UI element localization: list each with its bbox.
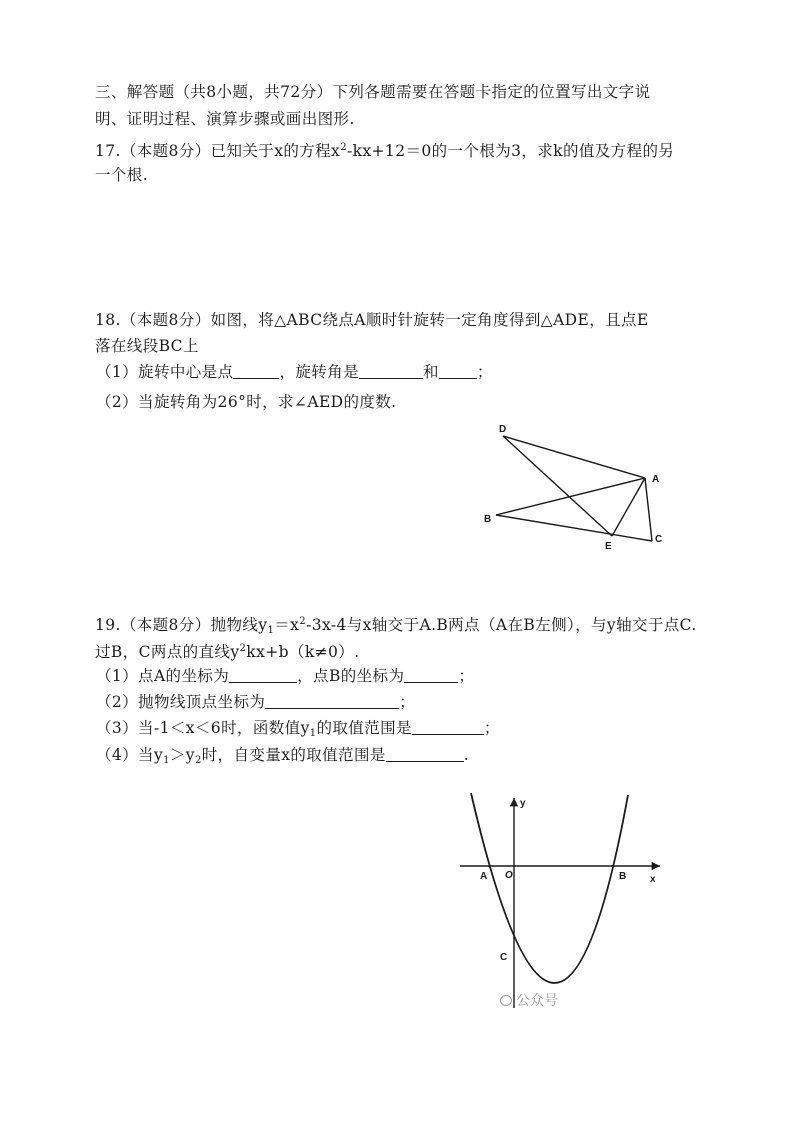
q19-blank-A[interactable] [229, 668, 297, 683]
q19-line1 [95, 612, 697, 641]
q19-line2 [95, 639, 360, 662]
q19-part3-label-b: 的取值范围是 [316, 719, 412, 737]
q19-exponent: 2 [299, 616, 307, 627]
q17-text-b: -kx+12＝0的一个根为3，求k的值及方程的另 [346, 142, 675, 160]
q19-part4-label: （4）当y [96, 746, 164, 764]
label-E: E [605, 541, 612, 552]
q19-part2 [96, 692, 415, 712]
q19-part1 [96, 666, 474, 686]
q19-part2-label: （2）抛物线顶点坐标为 [96, 693, 266, 711]
segment-DE [503, 436, 612, 536]
q19-sub-1: 1 [267, 625, 275, 636]
q17-exponent: 2 [340, 142, 347, 153]
q18-part1-label: （1）旋转中心是点 [96, 363, 234, 381]
section-heading-line2: 明、证明过程、演算步骤或画出图形. [95, 110, 355, 128]
q19-part4-sub2: 2 [194, 755, 202, 766]
q19-part4-sub1: 1 [163, 755, 170, 766]
q18-part1-end: ； [476, 363, 493, 381]
q19-text-b: ＝x [274, 616, 300, 634]
q18-line2: 落在线段BC上 [95, 337, 199, 355]
q17-line2: 一个根. [95, 166, 149, 184]
watermark [500, 990, 558, 1010]
q18-blank-center[interactable] [233, 364, 279, 379]
q18-part1-angle-label: ，旋转角是 [279, 363, 359, 381]
segment-AE [612, 478, 645, 536]
q19-part3 [96, 718, 500, 744]
q19-part3-label: （3）当-1＜x＜6时，函数值y [96, 719, 310, 737]
q19-line2-sup: 2 [239, 643, 247, 654]
label-parabola-A: A [480, 871, 488, 882]
label-parabola-C: C [500, 952, 508, 963]
segment-AC [645, 478, 652, 541]
q19-part1-B-label: ，点B的坐标为 [297, 667, 405, 685]
q19-text-c: -3x-4与x轴交于A.B两点（A在B左侧），与y轴交于点C. [306, 616, 697, 634]
parabola-curve [471, 793, 628, 983]
q19-part4-gt: ＞y [169, 746, 195, 764]
label-A: A [652, 474, 660, 485]
q19-part2-end: ； [399, 693, 416, 711]
q19-part1-label: （1）点A的坐标为 [96, 667, 230, 685]
q17-text-a: 17.（本题8分）已知关于x的方程x [95, 142, 341, 160]
q19-blank-x-range[interactable] [386, 747, 464, 762]
q19-part1-end: ； [458, 667, 475, 685]
q18-blank-angle1[interactable] [359, 364, 423, 379]
q19-part3-sub: 1 [309, 728, 317, 739]
q19-line2-b: kx+b（k≠0）. [246, 643, 360, 661]
label-C: C [655, 534, 663, 545]
q18-part1 [96, 362, 493, 382]
q18-part1-and: 和 [422, 363, 439, 381]
label-O: O [505, 870, 513, 881]
q19-part4 [96, 745, 469, 771]
label-y: y [520, 798, 526, 809]
label-D: D [499, 424, 507, 435]
label-B: B [484, 514, 492, 525]
segment-BA [496, 478, 645, 515]
q19-text-a: 19.（本题8分）抛物线y [95, 616, 268, 634]
q19-part4-label-b: 时，自变量x的取值范围是 [201, 746, 386, 764]
q19-blank-vertex[interactable] [265, 694, 399, 709]
label-x: x [650, 874, 656, 885]
q19-blank-B[interactable] [404, 668, 458, 683]
wechat-icon [500, 995, 512, 1006]
hidden-guide [520, 868, 522, 968]
q19-part4-end: . [463, 746, 470, 764]
q18-blank-angle2[interactable] [439, 364, 477, 379]
q19-line2-a: 过B，C两点的直线y [95, 643, 240, 661]
segment-BC [496, 515, 652, 541]
q19-part3-end: ； [483, 719, 500, 737]
q17-line1 [95, 138, 674, 161]
q18-part2: （2）当旋转角为26°时，求∠AED的度数. [96, 393, 397, 411]
q18-line1: 18.（本题8分）如图，将△ABC绕点A顺时针旋转一定角度得到△ADE，且点E [95, 311, 649, 329]
section-heading-line1: 三、解答题（共8小题，共72分）下列各题需要在答题卡指定的位置写出文字说 [95, 83, 651, 101]
segment-DA [503, 436, 645, 478]
watermark-text: 公众号 [516, 993, 558, 1009]
q19-blank-range[interactable] [412, 720, 484, 735]
label-parabola-B: B [619, 871, 627, 882]
